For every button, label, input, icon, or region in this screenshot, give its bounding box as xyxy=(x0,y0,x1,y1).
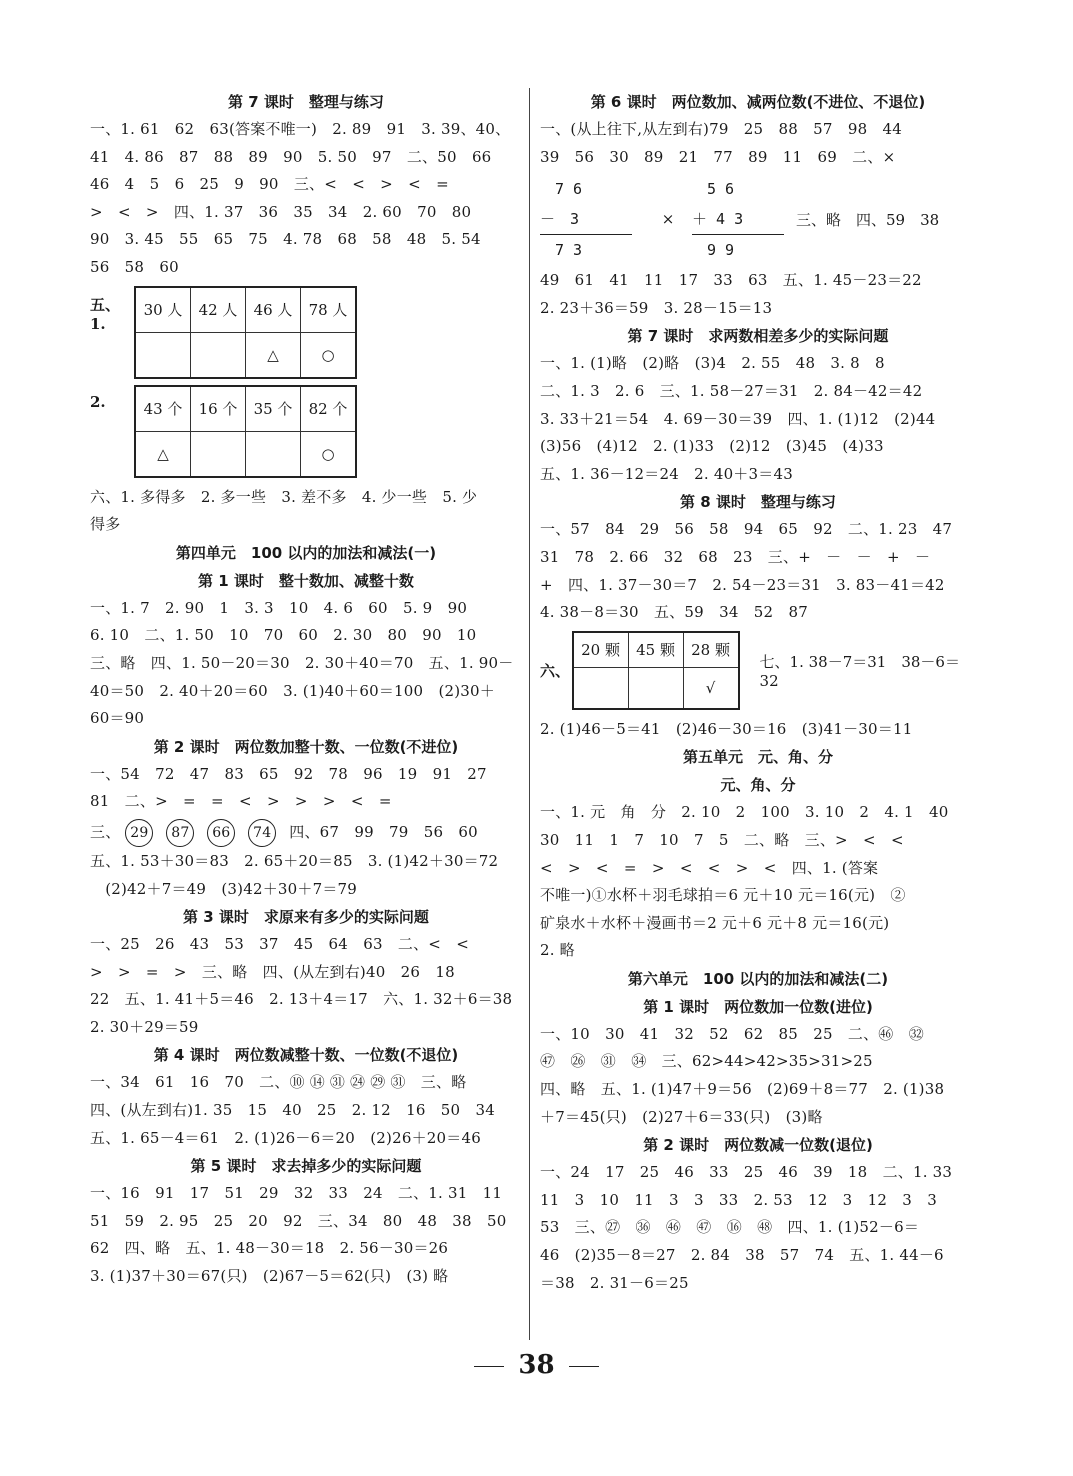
circled-answer-line xyxy=(90,816,522,848)
table-cell xyxy=(573,667,629,709)
table-cell: 42 人 xyxy=(191,287,246,333)
unit5-heading: 第五单元 元、角、分 xyxy=(682,748,833,767)
answer-line: 一、(从上往下,从左到右)79 25 88 57 98 44 xyxy=(540,120,902,138)
answer-line: (2)42＋7＝49 (3)42＋30＋7＝79 xyxy=(90,879,358,898)
calc-result: 7 3 xyxy=(540,234,632,265)
answer-text: 七、1. 38－7＝31 38－6＝32 xyxy=(759,652,960,690)
lesson-heading: 第 2 课时 两位数加整十数、一位数(不进位) xyxy=(153,737,459,756)
answer-table-1 xyxy=(90,286,522,379)
answer-line: ㊼ ㉖ ㉛ ㉞ 三、62>44>42>35>31>25 xyxy=(540,1052,873,1071)
answer-line: 六、1. 多得多 2. 多一些 3. 差不多 4. 少一些 5. 少 xyxy=(90,487,478,506)
answer-line: 11 3 10 11 3 3 33 2. 53 12 3 12 3 3 xyxy=(540,1190,937,1209)
answer-line: 56 58 60 xyxy=(90,257,179,276)
answer-line: 一、16 91 17 51 29 32 33 24 二、1. 31 11 xyxy=(90,1184,503,1203)
lesson-heading: 元、角、分 xyxy=(720,776,796,795)
answer-line: 49 61 41 11 17 33 63 五、1. 45－23＝22 xyxy=(540,271,922,290)
answer-line: 39 56 30 89 21 77 89 11 69 二、× xyxy=(540,147,896,166)
table-cell xyxy=(191,332,246,378)
answer-line: 得多 xyxy=(90,515,121,534)
calc-top: 5 6 xyxy=(692,179,735,198)
answer-line: > < > 四、1. 37 36 35 34 2. 60 70 80 xyxy=(90,202,472,221)
lesson-heading: 第 2 课时 两位数减一位数(退位) xyxy=(643,1136,873,1155)
triangle-mark: △ xyxy=(135,431,191,477)
circled-number: 74 xyxy=(248,819,276,847)
dash-decoration xyxy=(569,1366,599,1367)
answer-line: ＝38 2. 31－6＝25 xyxy=(540,1273,689,1292)
unit4-heading: 第四单元 100 以内的加法和减法(一) xyxy=(175,543,437,562)
answer-line: 90 3. 45 55 65 75 4. 78 68 58 48 5. 54 xyxy=(90,230,481,249)
answer-line: 2. 23＋36＝59 3. 28－15＝13 xyxy=(540,298,773,317)
circled-number: 87 xyxy=(166,819,194,847)
table-cell: 46 人 xyxy=(246,287,301,333)
left-column xyxy=(90,88,522,1291)
answer-line: 51 59 2. 95 25 20 92 三、34 80 48 38 50 xyxy=(90,1211,507,1230)
answer-line: 3. 33＋21＝54 4. 69－30＝39 四、1. (1)12 (2)44 xyxy=(540,409,936,428)
answer-line: 60＝90 xyxy=(90,709,145,728)
check-mark: √ xyxy=(683,667,739,709)
answer-line: 矿泉水＋水杯＋漫画书＝2 元＋6 元＋8 元＝16(元) xyxy=(540,913,890,932)
column-divider xyxy=(529,88,530,1340)
answer-line: < > < = > < < > < 四、1. (答案 xyxy=(540,858,879,877)
vertical-subtraction xyxy=(540,174,632,265)
circled-number: 66 xyxy=(207,819,235,847)
answer-line: 41 4. 86 87 88 89 90 5. 50 97 二、50 66 xyxy=(90,147,492,166)
table-label: 六、 xyxy=(540,661,571,680)
answer-line: 五、1. 36－12＝24 2. 40＋3＝43 xyxy=(540,464,793,483)
table-cell xyxy=(246,431,301,477)
answer-line: 一、1. 7 2. 90 1 3. 3 10 4. 6 60 5. 9 90 xyxy=(90,598,468,617)
candy-table xyxy=(572,631,740,710)
section-label: 三、 xyxy=(90,822,121,841)
calc-operand: － 3 xyxy=(540,209,580,228)
answer-line: 二、1. 3 2. 6 三、1. 58－27＝31 2. 84－42＝42 xyxy=(540,381,923,400)
answer-line: ＋7＝45(只) (2)27＋6＝33(只) (3)略 xyxy=(540,1107,823,1126)
answer-line: 一、10 30 41 32 52 62 85 25 二、㊻ ㉜ xyxy=(540,1024,924,1043)
answer-line: 一、57 84 29 56 58 94 65 92 二、1. 23 47 xyxy=(540,520,953,539)
answer-line: 30 11 1 7 10 7 5 二、略 三、> < < xyxy=(540,830,904,849)
table-label: 五、1. xyxy=(90,295,121,333)
answer-line: 2. 略 xyxy=(540,941,575,960)
count-table xyxy=(134,385,357,478)
people-table xyxy=(134,286,357,379)
answer-line: (3)56 (4)12 2. (1)33 (2)12 (3)45 (4)33 xyxy=(540,437,884,456)
answer-line: 22 五、1. 41＋5＝46 2. 13＋4＝17 六、1. 32＋6＝38 xyxy=(90,990,513,1009)
answer-line: 一、25 26 43 53 37 45 64 63 二、< < xyxy=(90,935,470,954)
calc-top: 7 6 xyxy=(540,179,583,198)
answer-line: 五、1. 65－4＝61 2. (1)26－6＝20 (2)26＋20＝46 xyxy=(90,1128,481,1147)
page-number-text: 38 xyxy=(518,1350,555,1380)
vertical-addition xyxy=(692,174,784,265)
circled-number: 29 xyxy=(125,819,153,847)
table-cell: 20 颗 xyxy=(573,632,629,668)
dash-decoration xyxy=(474,1366,504,1367)
lesson7-heading: 第 7 课时 整理与练习 xyxy=(228,93,384,111)
right-column xyxy=(540,88,976,1297)
table-label: 2. xyxy=(90,392,106,411)
answer-line: 一、24 17 25 46 33 25 46 39 18 二、1. 33 xyxy=(540,1163,953,1182)
answer-table-3 xyxy=(540,631,976,710)
answer-line: 46 (2)35－8＝27 2. 84 38 57 74 五、1. 44－6 xyxy=(540,1246,944,1265)
unit6-heading: 第六单元 100 以内的加法和减法(二) xyxy=(627,969,889,988)
answer-line: 一、1. 元 角 分 2. 10 2 100 3. 10 2 4. 1 40 xyxy=(540,803,949,822)
page-number xyxy=(0,1350,1073,1380)
table-cell: 82 个 xyxy=(301,386,357,432)
table-cell: 28 颗 xyxy=(683,632,739,668)
answer-line: 6. 10 二、1. 50 10 70 60 2. 30 80 90 10 xyxy=(90,626,477,645)
table-cell: 43 个 xyxy=(135,386,191,432)
lesson-heading: 第 4 课时 两位数减整十数、一位数(不退位) xyxy=(153,1046,459,1065)
answer-line: 2. 30＋29＝59 xyxy=(90,1017,199,1036)
circle-mark: ○ xyxy=(301,332,357,378)
table-cell xyxy=(191,431,246,477)
answer-line: 四、略 五、1. (1)47＋9＝56 (2)69＋8＝77 2. (1)38 xyxy=(540,1080,945,1099)
answer-line: 2. (1)46－5＝41 (2)46－30＝16 (3)41－30＝11 xyxy=(540,719,913,738)
answer-line: 40＝50 2. 40＋20＝60 3. (1)40＋60＝100 (2)30＋ xyxy=(90,681,495,700)
calc-operand: ＋ 4 3 xyxy=(692,209,744,228)
answer-line: 一、54 72 47 83 65 92 78 96 19 91 27 xyxy=(90,764,487,783)
lesson-heading: 第 1 课时 两位数加一位数(进位) xyxy=(643,997,873,1016)
lesson-heading: 第 8 课时 整理与练习 xyxy=(680,493,836,512)
lesson-heading: 第 6 课时 两位数加、减两位数(不进位、不退位) xyxy=(590,93,926,111)
answer-line: 81 二、> = = < > > > < = xyxy=(90,792,392,811)
table-cell xyxy=(628,667,683,709)
table-cell: 30 人 xyxy=(135,287,191,333)
answer-text: 四、67 99 79 56 60 xyxy=(289,822,478,841)
table-cell: 16 个 xyxy=(191,386,246,432)
calc-result: 9 9 xyxy=(692,234,784,265)
circle-mark: ○ xyxy=(301,431,357,477)
table-cell: 78 人 xyxy=(301,287,357,333)
answer-line: 62 四、略 五、1. 48－30＝18 2. 56－30＝26 xyxy=(90,1239,449,1258)
answer-table-2 xyxy=(90,385,522,478)
answer-line: 一、1. 61 62 63(答案不唯一) 2. 89 91 3. 39、40、 xyxy=(90,120,511,138)
answer-line: 31 78 2. 66 32 68 23 三、+ － － + － xyxy=(540,547,931,566)
table-cell: 35 个 xyxy=(246,386,301,432)
cross-mark: × xyxy=(661,210,675,229)
lesson-heading: 第 1 课时 整十数加、减整十数 xyxy=(198,571,414,590)
answer-line: + 四、1. 37－30＝7 2. 54－23＝31 3. 83－41＝42 xyxy=(540,575,945,594)
answer-line: 46 4 5 6 25 9 90 三、< < > < = xyxy=(90,175,449,194)
vertical-calculations xyxy=(540,171,976,267)
table-cell: 45 颗 xyxy=(628,632,683,668)
answer-line: 53 三、㉗ ㊱ ㊻ ㊼ ⑯ ㊽ 四、1. (1)52－6＝ xyxy=(540,1218,920,1237)
answer-line: 一、1. (1)略 (2)略 (3)4 2. 55 48 3. 8 8 xyxy=(540,354,885,373)
answer-line: > > = > 三、略 四、(从左到右)40 26 18 xyxy=(90,962,455,981)
answer-line: 三、略 四、1. 50－20＝30 2. 30＋40＝70 五、1. 90－ xyxy=(90,653,514,672)
lesson-heading: 第 3 课时 求原来有多少的实际问题 xyxy=(183,908,429,927)
answer-line: 3. (1)37＋30＝67(只) (2)67－5＝62(只) (3) 略 xyxy=(90,1267,449,1286)
table-cell xyxy=(135,332,191,378)
answer-line: 不唯一)①水杯＋羽毛球拍＝6 元＋10 元＝16(元) ② xyxy=(540,886,906,905)
answer-line: 五、1. 53＋30＝83 2. 65＋20＝85 3. (1)42＋30＝72 xyxy=(90,851,499,870)
lesson-heading: 第 7 课时 求两数相差多少的实际问题 xyxy=(627,327,889,346)
triangle-mark: △ xyxy=(246,332,301,378)
answer-text: 三、略 四、59 38 xyxy=(796,210,940,229)
answer-line: 四、(从左到右)1. 35 15 40 25 2. 12 16 50 34 xyxy=(90,1101,495,1120)
lesson-heading: 第 5 课时 求去掉多少的实际问题 xyxy=(190,1157,422,1176)
answer-line: 一、34 61 16 70 二、⑩ ⑭ ㉛ ㉔ ㉙ ㉛ 三、略 xyxy=(90,1073,467,1092)
answer-line: 4. 38－8＝30 五、59 34 52 87 xyxy=(540,603,808,622)
